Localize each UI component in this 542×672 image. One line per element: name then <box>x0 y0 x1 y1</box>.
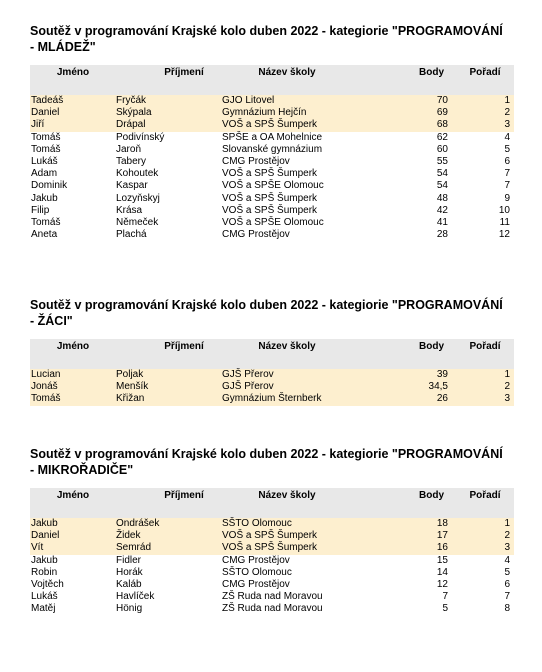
cell-prijmeni: Židek <box>116 530 222 542</box>
cell-prijmeni: Tabery <box>116 156 147 168</box>
header-skola: Název školy <box>222 488 362 504</box>
cell-poradi: 3 <box>452 119 514 131</box>
cell-jmeno: Jakub <box>30 518 116 530</box>
table-row <box>30 567 514 579</box>
cell-body: 42 <box>436 204 448 216</box>
table-row <box>30 518 514 530</box>
header-row <box>30 488 514 504</box>
cell-body: 54 <box>436 168 448 180</box>
cell-skola: GJO Litovel <box>222 95 362 107</box>
cell-skola: Gymnázium Hejčín <box>222 107 362 119</box>
cell-skola: VOŠ a SPŠ Šumperk <box>222 204 318 216</box>
cell-body: 62 <box>436 131 448 143</box>
table-row <box>30 168 514 180</box>
cell-prijmeni: Hönig <box>116 603 143 615</box>
cell-skola: CMG Prostějov <box>222 579 290 591</box>
cell-jmeno: Lucian <box>30 369 116 381</box>
cell-skola: SŠTO Olomouc <box>222 518 362 530</box>
cell-prijmeni: Kaspar <box>116 180 148 192</box>
cell-prijmeni: Ondrášek <box>116 518 222 530</box>
cell-jmeno: Lukáš <box>31 156 58 168</box>
results-table <box>30 339 514 406</box>
cell-jmeno: Adam <box>31 168 58 180</box>
header-skola: Název školy <box>222 65 362 81</box>
cell-skola: SPŠE a OA Mohelnice <box>222 131 323 143</box>
table-row <box>30 144 514 156</box>
cell-skola: VOŠ a SPŠE Olomouc <box>222 216 324 228</box>
cell-poradi: 6 <box>504 579 510 591</box>
cell-poradi: 6 <box>504 156 510 168</box>
cell-jmeno: Tomáš <box>30 393 116 405</box>
header-jmeno: Jméno <box>30 339 116 355</box>
cell-body: 60 <box>436 143 448 155</box>
cell-skola: CMG Prostějov <box>222 229 290 241</box>
table-row <box>30 229 514 241</box>
cell-prijmeni: Poljak <box>116 369 222 381</box>
cell-skola: VOŠ a SPŠ Šumperk <box>222 192 318 204</box>
table-row <box>30 381 514 393</box>
cell-body: 7 <box>442 591 448 603</box>
cell-poradi: 3 <box>452 542 514 554</box>
header-prijmeni: Příjmení <box>116 65 222 81</box>
cell-poradi: 1 <box>452 518 514 530</box>
table-row <box>30 542 514 554</box>
table-row <box>30 180 514 192</box>
cell-poradi: 12 <box>498 229 510 241</box>
cell-poradi: 7 <box>504 180 510 192</box>
section-mikroradice <box>30 446 514 616</box>
results-table <box>30 488 514 616</box>
cell-skola: VOŠ a SPŠ Šumperk <box>222 168 318 180</box>
cell-poradi: 3 <box>452 393 514 405</box>
header-body: Body <box>362 65 452 81</box>
cell-jmeno: Dominik <box>31 180 68 192</box>
cell-skola: GJŠ Přerov <box>222 369 362 381</box>
cell-poradi: 11 <box>499 216 510 228</box>
cell-poradi: 10 <box>498 204 510 216</box>
table-row <box>30 369 514 381</box>
cell-poradi: 5 <box>504 143 510 155</box>
cell-jmeno: Robin <box>31 566 58 578</box>
results-table <box>30 65 514 241</box>
cell-jmeno: Tadeáš <box>30 95 116 107</box>
cell-body: 34,5 <box>362 381 452 393</box>
cell-skola: VOŠ a SPŠ Šumperk <box>222 530 362 542</box>
header-body: Body <box>362 488 452 504</box>
header-poradi: Pořadí <box>452 488 514 504</box>
cell-poradi: 9 <box>504 192 510 204</box>
cell-prijmeni: Krása <box>116 204 143 216</box>
cell-poradi: 7 <box>504 168 510 180</box>
cell-prijmeni: Skýpala <box>116 107 222 119</box>
table-row <box>30 217 514 229</box>
cell-prijmeni: Drápal <box>116 119 222 131</box>
cell-poradi: 4 <box>504 131 510 143</box>
cell-body: 70 <box>362 95 452 107</box>
cell-body: 39 <box>362 369 452 381</box>
cell-poradi: 1 <box>452 369 514 381</box>
table-row <box>30 193 514 205</box>
cell-body: 17 <box>362 530 452 542</box>
cell-jmeno: Tomáš <box>31 131 61 143</box>
header-jmeno: Jméno <box>30 488 116 504</box>
table-row <box>30 530 514 542</box>
table-row <box>30 119 514 131</box>
cell-poradi: 2 <box>452 530 514 542</box>
cell-jmeno: Jakub <box>31 554 58 566</box>
table-row <box>30 132 514 144</box>
cell-prijmeni: Menšík <box>116 381 222 393</box>
cell-body: 14 <box>436 566 448 578</box>
cell-jmeno: Lukáš <box>31 591 58 603</box>
cell-prijmeni: Havlíček <box>116 591 155 603</box>
header-row <box>30 339 514 355</box>
section-zaci <box>30 297 514 406</box>
cell-body: 12 <box>436 579 448 591</box>
header-row <box>30 65 514 81</box>
table-row <box>30 579 514 591</box>
table-row <box>30 603 514 615</box>
section-title: Soutěž v programování Krajské kolo duben 2022 - kategiorie "PROGRAMOVÁNÍ - MIKROŘADIČE" <box>30 447 503 477</box>
section-title: Soutěž v programování Krajské kolo duben 2022 - kategiorie "PROGRAMOVÁNÍ - MLÁDEŽ" <box>30 24 503 54</box>
header-spacer <box>30 81 514 95</box>
cell-body: 41 <box>436 216 448 228</box>
cell-prijmeni: Plachá <box>116 229 147 241</box>
cell-body: 54 <box>436 180 448 192</box>
cell-jmeno: Tomáš <box>31 143 61 155</box>
cell-jmeno: Jonáš <box>30 381 116 393</box>
cell-body: 28 <box>436 229 448 241</box>
cell-body: 18 <box>362 518 452 530</box>
cell-poradi: 1 <box>452 95 514 107</box>
table-row <box>30 555 514 567</box>
cell-body: 68 <box>362 119 452 131</box>
cell-poradi: 8 <box>504 603 510 615</box>
cell-prijmeni: Jaroň <box>116 143 142 155</box>
header-poradi: Pořadí <box>452 65 514 81</box>
header-prijmeni: Příjmení <box>116 339 222 355</box>
cell-poradi: 2 <box>452 107 514 119</box>
cell-body: 55 <box>436 156 448 168</box>
cell-body: 5 <box>442 603 448 615</box>
cell-body: 16 <box>362 542 452 554</box>
header-skola: Název školy <box>222 339 362 355</box>
cell-poradi: 7 <box>504 591 510 603</box>
cell-body: 15 <box>436 554 448 566</box>
section-mladez <box>30 23 514 241</box>
cell-skola: VOŠ a SPŠ Šumperk <box>222 542 362 554</box>
cell-poradi: 2 <box>452 381 514 393</box>
cell-poradi: 5 <box>504 566 510 578</box>
cell-jmeno: Jiří <box>30 119 116 131</box>
cell-prijmeni: Fidler <box>116 554 142 566</box>
header-jmeno: Jméno <box>30 65 116 81</box>
table-row <box>30 205 514 217</box>
cell-prijmeni: Semrád <box>116 542 222 554</box>
header-spacer <box>30 355 514 369</box>
cell-body: 69 <box>362 107 452 119</box>
header-body: Body <box>362 339 452 355</box>
header-poradi: Pořadí <box>452 339 514 355</box>
cell-skola: VOŠ a SPŠE Olomouc <box>222 180 324 192</box>
cell-jmeno: Vít <box>30 542 116 554</box>
table-row <box>30 393 514 405</box>
cell-prijmeni: Horák <box>116 566 143 578</box>
cell-jmeno: Vojtěch <box>31 579 64 591</box>
cell-skola: ZŠ Ruda nad Moravou <box>222 591 323 603</box>
cell-prijmeni: Kohoutek <box>116 168 159 180</box>
cell-prijmeni: Podivínský <box>116 131 165 143</box>
cell-jmeno: Tomáš <box>31 216 61 228</box>
cell-skola: CMG Prostějov <box>222 554 290 566</box>
cell-skola: CMG Prostějov <box>222 156 290 168</box>
cell-prijmeni: Lozyňskyj <box>116 192 160 204</box>
table-row <box>30 591 514 603</box>
cell-skola: Gymnázium Šternberk <box>222 393 362 405</box>
cell-prijmeni: Němeček <box>116 216 159 228</box>
cell-skola: Slovanské gymnázium <box>222 143 323 155</box>
header-prijmeni: Příjmení <box>116 488 222 504</box>
cell-jmeno: Filip <box>31 204 50 216</box>
table-row <box>30 95 514 107</box>
cell-poradi: 4 <box>504 554 510 566</box>
cell-prijmeni: Křižan <box>116 393 222 405</box>
cell-skola: GJŠ Přerov <box>222 381 362 393</box>
section-title: Soutěž v programování Krajské kolo duben 2022 - kategiorie "PROGRAMOVÁNÍ - ŽÁCI" <box>30 298 503 328</box>
table-row <box>30 156 514 168</box>
cell-jmeno: Jakub <box>31 192 58 204</box>
cell-jmeno: Matěj <box>31 603 56 615</box>
cell-body: 26 <box>362 393 452 405</box>
table-row <box>30 107 514 119</box>
cell-jmeno: Daniel <box>30 530 116 542</box>
cell-jmeno: Daniel <box>30 107 116 119</box>
cell-prijmeni: Fryčák <box>116 95 222 107</box>
cell-body: 48 <box>436 192 448 204</box>
cell-jmeno: Aneta <box>31 229 58 241</box>
header-spacer <box>30 504 514 518</box>
cell-skola: SŠTO Olomouc <box>222 566 292 578</box>
cell-skola: VOŠ a SPŠ Šumperk <box>222 119 362 131</box>
cell-prijmeni: Kaláb <box>116 579 142 591</box>
cell-skola: ZŠ Ruda nad Moravou <box>222 603 323 615</box>
